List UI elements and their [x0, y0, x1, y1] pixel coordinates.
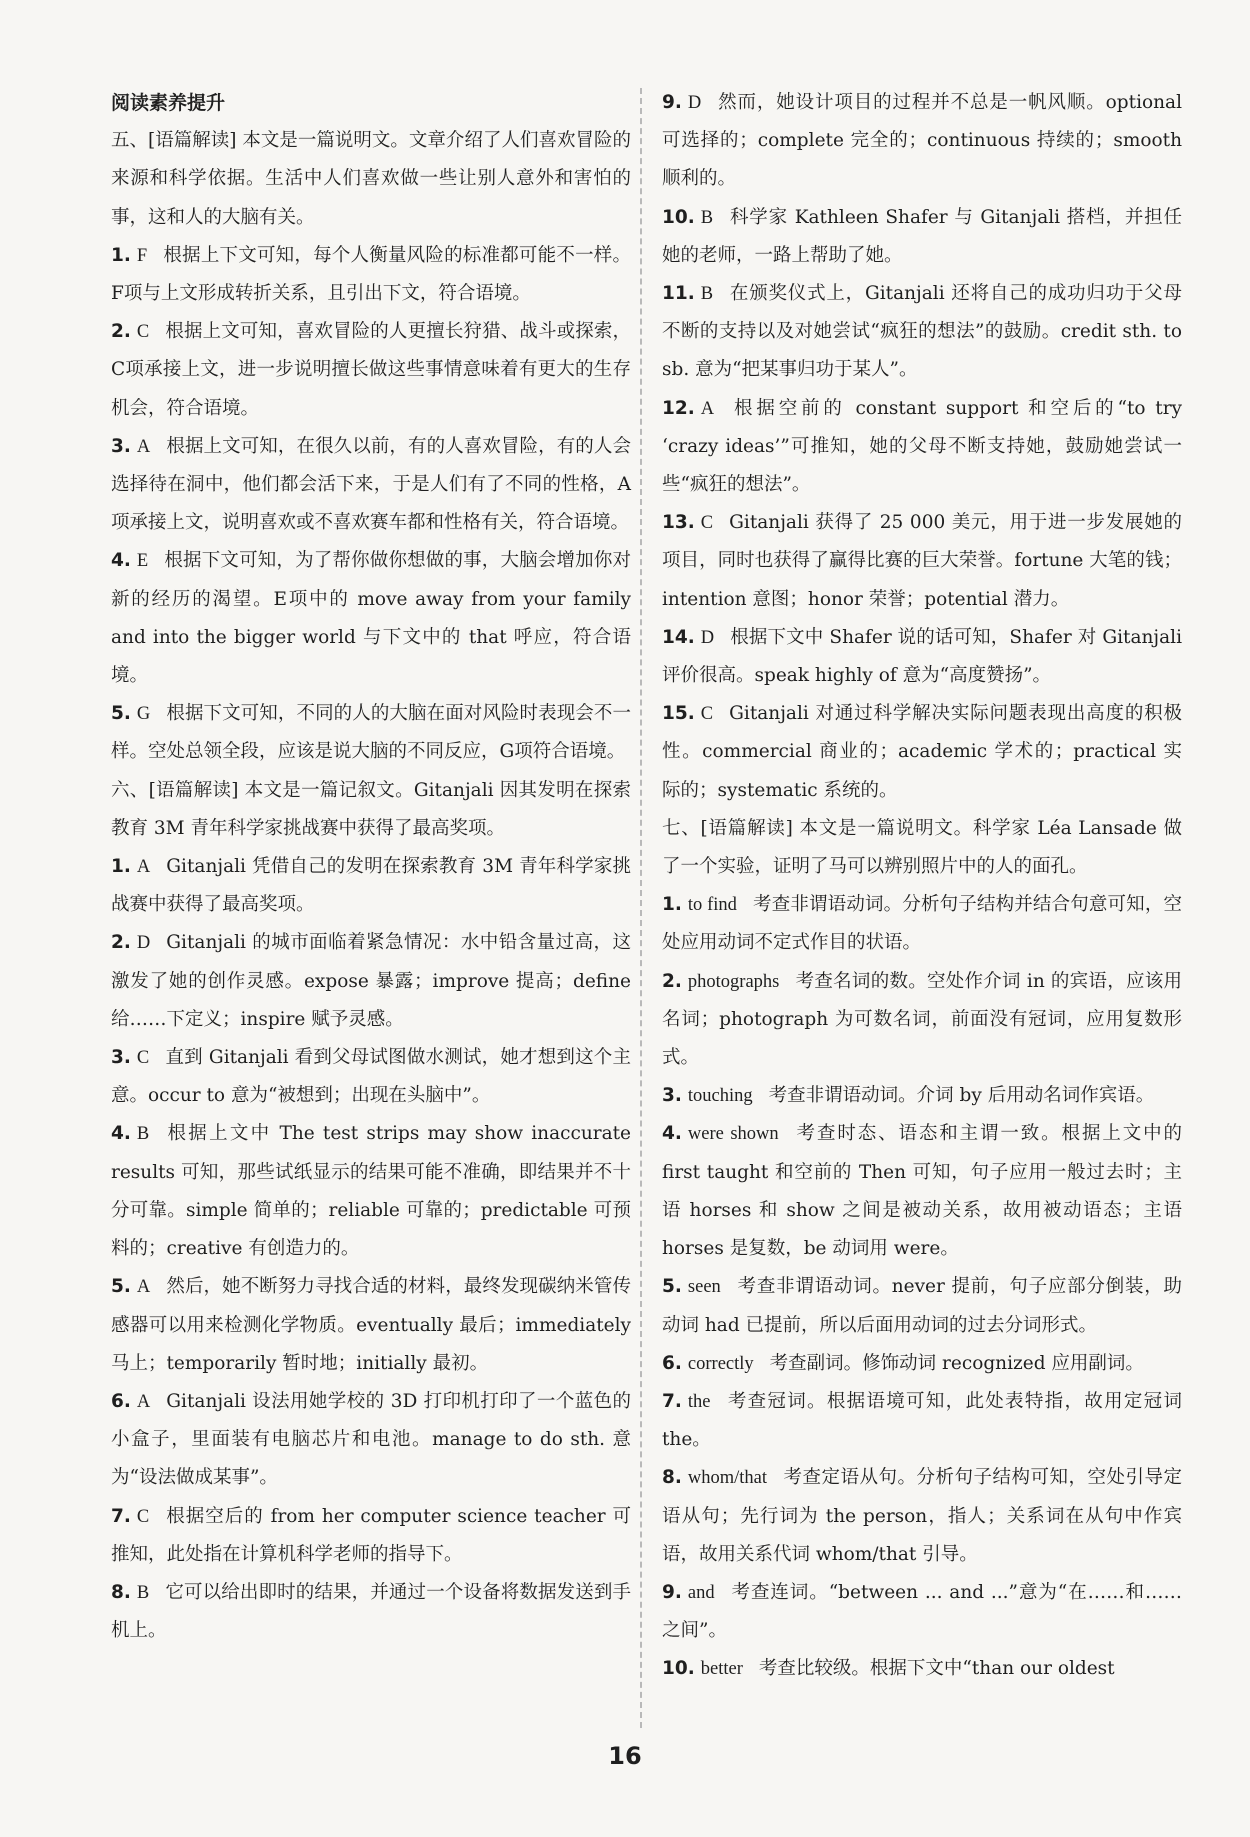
item-answer: A — [136, 1277, 151, 1298]
item-number: 2. — [662, 970, 682, 992]
passage-intro — [662, 810, 1182, 886]
item-number: 7. — [662, 1390, 682, 1412]
left-column — [111, 84, 631, 1650]
item-answer: and — [687, 1582, 715, 1603]
answer-item — [111, 1268, 631, 1383]
answer-item — [111, 1574, 631, 1650]
answer-item — [662, 275, 1182, 390]
answer-item — [111, 313, 631, 428]
item-answer: B — [700, 207, 714, 228]
item-number: 4. — [111, 1123, 131, 1145]
answer-item — [111, 428, 631, 543]
item-answer: B — [136, 1582, 150, 1603]
item-explanation: 根据下文可知，不同的人的大脑在面对风险时表现会不一样。空处总领全段，应该是说大脑的不同反应，G项符合语境。 — [111, 703, 631, 763]
item-number: 8. — [111, 1581, 131, 1603]
item-explanation: 考查比较级。根据下文中“than our oldest — [758, 1658, 1115, 1680]
answer-item — [111, 1039, 631, 1115]
item-answer: C — [136, 1048, 150, 1069]
item-explanation: 在颁奖仪式上，Gitanjali 还将自己的成功归功于父母不断的支持以及对她尝试“疯狂的想法”的鼓励。credit sth. to sb. 意为“把某事归功于某人”。 — [662, 283, 1182, 381]
item-explanation: 根据上文可知，喜欢冒险的人更擅长狩猎、战斗或探索，C项承接上文，进一步说明擅长做这些事情意味着有更大的生存机会，符合语境。 — [111, 321, 631, 419]
item-answer: whom/that — [687, 1468, 768, 1489]
item-number: 13. — [662, 512, 695, 534]
item-explanation: 根据上下文可知，每个人衡量风险的标准都可能不一样。F项与上文形成转折关系，且引出下文，符合语境。 — [111, 244, 631, 305]
item-number: 8. — [662, 1467, 682, 1489]
item-explanation: 考查非谓语动词。介词 by 后用动名词作宾语。 — [768, 1085, 1155, 1107]
item-explanation: 考查定语从句。分析句子结构可知，空处引导定语从句；先行词为 the person，指人；关系词在从句中作宾语，故用关系代词 whom/that 引导。 — [662, 1467, 1182, 1565]
item-answer: G — [136, 704, 151, 725]
item-number: 3. — [111, 435, 131, 457]
section-heading: 阅读素养提升 — [111, 92, 226, 114]
item-explanation: 然后，她不断努力寻找合适的材料，最终发现碳纳米管传感器可以用来检测化学物质。eventually 最后；immediately 马上；temporarily 暂时地；initially 最初。 — [111, 1276, 631, 1374]
item-number: 7. — [111, 1505, 131, 1527]
item-number: 3. — [111, 1047, 131, 1069]
item-answer: D — [700, 627, 715, 648]
answer-item — [662, 1650, 1182, 1688]
item-explanation: 根据下文中 Shafer 说的话可知，Shafer 对 Gitanjali 评价很高。speak highly of 意为“高度赞扬”。 — [662, 626, 1182, 687]
item-explanation: 根据上文中 The test strips may show inaccurate results 可知，那些试纸显示的结果可能不准确，即结果并不十分可靠。simple 简单的；reliable 可靠的；predictable 可预料的；creative 有创造力的。 — [111, 1123, 631, 1260]
item-number: 4. — [662, 1123, 682, 1145]
item-answer: C — [700, 704, 714, 725]
item-explanation: Gitanjali 设法用她学校的 3D 打印机打印了一个蓝色的小盒子，里面装有电脑芯片和电池。manage to do sth. 意为“设法做成某事”。 — [111, 1390, 631, 1489]
answer-item — [662, 1268, 1182, 1344]
item-explanation: 根据下文可知，为了帮你做你想做的事，大脑会增加你对新的经历的渴望。E项中的 move away from your family and into the bigger world 与下文中的 that 呼应，符合语境。 — [111, 550, 631, 687]
item-number: 2. — [111, 932, 131, 954]
item-explanation: Gitanjali 凭借自己的发明在探索教育 3M 青年科学家挑战赛中获得了最高奖项。 — [111, 856, 631, 916]
item-answer: photographs — [687, 971, 780, 992]
item-explanation: 考查连词。“between ... and ...”意为“在……和……之间”。 — [662, 1581, 1182, 1642]
item-number: 4. — [111, 550, 131, 572]
answer-item — [111, 695, 631, 771]
item-answer: C — [136, 1506, 150, 1527]
answer-item — [662, 84, 1182, 199]
answer-item — [662, 695, 1182, 810]
passage-intro — [111, 772, 631, 848]
answer-item — [662, 390, 1182, 505]
item-answer: correctly — [687, 1353, 754, 1374]
item-answer: C — [700, 513, 714, 534]
item-number: 5. — [111, 703, 131, 725]
item-answer: A — [136, 1391, 151, 1412]
answer-item — [111, 237, 631, 313]
item-number: 15. — [662, 703, 695, 725]
item-answer: to find — [687, 895, 737, 916]
answer-item — [111, 542, 631, 695]
item-number: 10. — [662, 206, 695, 228]
item-explanation: 考查时态、语态和主谓一致。根据上文中的 first taught 和空前的 Then 可知，句子应用一般过去时；主语 horses 和 show 之间是被动关系，故用被动语态；主语 horses 是复数，be 动词用 were。 — [662, 1123, 1182, 1260]
item-number: 9. — [662, 1581, 682, 1603]
answer-item — [662, 1345, 1182, 1383]
item-explanation: 七、[语篇解读] 本文是一篇说明文。科学家 Léa Lansade 做了一个实验，证明了马可以辨别照片中的人的面孔。 — [662, 817, 1182, 878]
answer-item — [662, 1459, 1182, 1574]
item-answer: D — [687, 93, 702, 113]
item-answer: B — [136, 1124, 150, 1145]
item-answer: better — [700, 1659, 743, 1680]
answer-item — [111, 1115, 631, 1268]
item-answer: the — [687, 1391, 711, 1412]
page-number: 16 — [608, 1742, 642, 1770]
item-number: 3. — [662, 1085, 682, 1107]
item-number: 5. — [662, 1276, 682, 1298]
item-answer: were shown — [687, 1124, 779, 1145]
item-answer: C — [136, 322, 150, 343]
item-number: 12. — [662, 397, 695, 419]
item-explanation: 六、[语篇解读] 本文是一篇记叙文。Gitanjali 因其发明在探索教育 3M 青年科学家挑战赛中获得了最高奖项。 — [111, 779, 631, 839]
item-answer: seen — [687, 1277, 721, 1298]
item-number: 11. — [662, 283, 695, 305]
item-answer: E — [136, 551, 149, 572]
answer-item — [662, 963, 1182, 1078]
answer-item — [111, 1383, 631, 1498]
item-explanation: 科学家 Kathleen Shafer 与 Gitanjali 搭档，并担任她的老师，一路上帮助了她。 — [662, 206, 1182, 266]
item-number: 9. — [662, 92, 682, 113]
column-divider — [640, 88, 642, 1728]
passage-intro — [111, 122, 631, 237]
answer-item — [662, 1574, 1182, 1650]
item-explanation: 考查非谓语动词。分析句子结构并结合句意可知，空处应用动词不定式作目的状语。 — [662, 894, 1182, 954]
item-number: 10. — [662, 1658, 695, 1680]
item-number: 2. — [111, 321, 131, 343]
item-answer: F — [136, 245, 148, 266]
item-answer: A — [136, 857, 151, 878]
item-number: 6. — [662, 1352, 682, 1374]
answer-item — [662, 504, 1182, 619]
answer-item — [111, 1498, 631, 1574]
item-answer: A — [700, 398, 715, 419]
item-explanation: 五、[语篇解读] 本文是一篇说明文。文章介绍了人们喜欢冒险的来源和科学依据。生活中人们喜欢做一些让别人意外和害怕的事，这和人的大脑有关。 — [111, 130, 631, 228]
item-number: 14. — [662, 626, 695, 648]
item-explanation: Gitanjali 对通过科学解决实际问题表现出高度的积极性。commercial 商业的；academic 学术的；practical 实际的；systematic 系统的。 — [662, 703, 1182, 801]
item-explanation: 根据空前的 constant support 和空后的“to try ‘crazy ideas’”可推知，她的父母不断支持她，鼓励她尝试一些“疯狂的想法”。 — [662, 397, 1182, 496]
item-number: 1. — [662, 894, 682, 916]
item-number: 5. — [111, 1276, 131, 1298]
answer-item — [111, 924, 631, 1039]
item-number: 1. — [111, 856, 131, 878]
item-explanation: 然而，她设计项目的过程并不总是一帆风顺。optional 可选择的；complete 完全的；continuous 持续的；smooth 顺利的。 — [662, 92, 1182, 190]
answer-item — [662, 619, 1182, 695]
item-explanation: Gitanjali 获得了 25 000 美元，用于进一步发展她的项目，同时也获得了赢得比赛的巨大荣誉。fortune 大笔的钱；intention 意图；honor 荣誉；potential 潜力。 — [662, 512, 1182, 610]
answer-item — [662, 886, 1182, 962]
answer-item — [111, 848, 631, 924]
item-answer: B — [700, 284, 714, 305]
item-answer: touching — [687, 1086, 753, 1107]
answer-item — [662, 199, 1182, 275]
item-answer: D — [136, 933, 151, 954]
answer-item — [662, 1383, 1182, 1459]
item-explanation: 根据空后的 from her computer science teacher 可推知，此处指在计算机科学老师的指导下。 — [111, 1505, 631, 1565]
answer-item — [662, 1077, 1182, 1115]
item-explanation: 考查名词的数。空处作介词 in 的宾语，应该用名词；photograph 为可数名词，前面没有冠词，应用复数形式。 — [662, 970, 1182, 1069]
item-number: 1. — [111, 244, 131, 266]
item-answer: A — [136, 436, 151, 457]
item-explanation: 考查副词。修饰动词 recognized 应用副词。 — [769, 1352, 1144, 1374]
item-explanation: 直到 Gitanjali 看到父母试图做水测试，她才想到这个主意。occur to 意为“被想到；出现在头脑中”。 — [111, 1047, 631, 1107]
item-explanation: 根据上文可知，在很久以前，有的人喜欢冒险，有的人会选择待在洞中，他们都会活下来，于是人们有了不同的性格，A项承接上文，说明喜欢或不喜欢赛车都和性格有关，符合语境。 — [111, 435, 631, 534]
answer-item — [662, 1115, 1182, 1268]
item-explanation: 它可以给出即时的结果，并通过一个设备将数据发送到手机上。 — [111, 1581, 631, 1642]
item-number: 6. — [111, 1390, 131, 1412]
item-explanation: 考查非谓语动词。never 提前，句子应部分倒装，助动词 had 已提前，所以后面用动词的过去分词形式。 — [662, 1276, 1182, 1336]
right-column — [662, 84, 1182, 1689]
item-explanation: Gitanjali 的城市面临着紧急情况：水中铅含量过高，这激发了她的创作灵感。expose 暴露；improve 提高；define 给……下定义；inspire 赋予灵感。 — [111, 932, 631, 1030]
item-explanation: 考查冠词。根据语境可知，此处表特指，故用定冠词 the。 — [662, 1390, 1182, 1451]
